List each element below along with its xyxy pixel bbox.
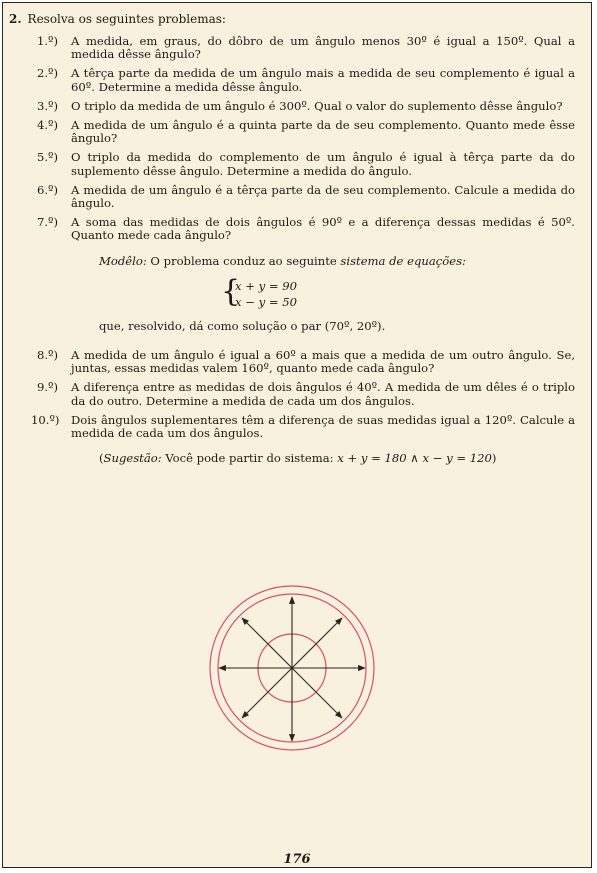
exercise-number: 2. bbox=[9, 12, 22, 26]
problem-item bbox=[37, 34, 575, 62]
suggestion-label: Sugestão: bbox=[103, 451, 162, 466]
problem-number: 3.º) bbox=[37, 98, 59, 113]
exercise-instruction: Resolva os seguintes problemas: bbox=[27, 12, 226, 26]
problem-text: Dois ângulos suplementares têm a diferença de suas medidas igual a 120º. Calcule a medida de cada um dos ângulos. bbox=[71, 412, 575, 441]
model-label: Modêlo: bbox=[99, 253, 147, 268]
problem-number: 4.º) bbox=[37, 118, 59, 133]
angle-figure bbox=[207, 583, 377, 753]
problem-number: 5.º) bbox=[37, 150, 59, 165]
problem-item bbox=[37, 118, 575, 146]
equation-system bbox=[221, 273, 575, 310]
problem-number: 6.º) bbox=[37, 182, 59, 197]
ray-up-right bbox=[292, 618, 342, 668]
problem-item bbox=[37, 66, 575, 94]
ray-up-left bbox=[242, 618, 292, 668]
page-number: 176 bbox=[283, 852, 311, 867]
problem-number: 9.º) bbox=[37, 380, 59, 395]
equation-line: x − y = 50 bbox=[235, 294, 298, 309]
problem-number: 7.º) bbox=[37, 215, 59, 230]
book-page bbox=[2, 2, 592, 868]
problem-text: A medida de um ângulo é a quinta parte da de seu complemento. Quanto mede êsse ângulo? bbox=[71, 118, 575, 146]
problem-list bbox=[31, 34, 575, 466]
problem-item bbox=[37, 380, 575, 408]
problem-number: 2.º) bbox=[37, 66, 59, 81]
problem-text: A medida, em graus, do dôbro de um ângulo menos 30º é igual a 150º. Qual a medida dêsse ângulo? bbox=[71, 34, 575, 62]
suggestion-open-paren: ( bbox=[99, 451, 104, 466]
problem-number: 8.º) bbox=[37, 348, 59, 363]
model-text-italic: sistema de equações: bbox=[340, 253, 466, 268]
exercise-heading bbox=[9, 12, 226, 26]
suggestion-text: Você pode partir do sistema: bbox=[165, 451, 334, 466]
model-example bbox=[99, 255, 575, 268]
model-result: que, resolvido, dá como solução o par (70º, 20º). bbox=[99, 318, 386, 333]
model-text: O problema conduz ao seguinte bbox=[150, 253, 337, 268]
problem-text: O triplo da medida de um ângulo é 300º. Qual o valor do suplemento dêsse ângulo? bbox=[71, 98, 563, 113]
problem-item bbox=[31, 412, 575, 441]
ray-down-left bbox=[242, 668, 292, 718]
problem-item bbox=[37, 182, 575, 211]
problem-item bbox=[37, 215, 575, 243]
problem-text: A medida de um ângulo é igual a 60º a mais que a medida de um outro ângulo. Se, juntas, essas medidas valem 160º, quanto mede cada ângulo? bbox=[71, 348, 575, 376]
problem-item bbox=[37, 98, 575, 113]
ray-down-right bbox=[292, 668, 342, 718]
problem-item bbox=[37, 348, 575, 376]
suggestion-close-paren: ) bbox=[491, 451, 497, 466]
problem-text: O triplo da medida do complemento de um ângulo é igual à têrça parte da do suplemento dêsse ângulo. Determine a medida do ângulo. bbox=[71, 150, 575, 178]
suggestion-note bbox=[99, 452, 575, 465]
equation-line: x + y = 90 bbox=[235, 278, 298, 293]
problem-text: A diferença entre as medidas de dois ângulos é 40º. A medida de um dêles é o triplo da do outro. Determine a medida de cada um dos ângulos. bbox=[71, 380, 575, 408]
problem-text: A soma das medidas de dois ângulos é 90º e a diferença dessas medidas é 50º. Quanto mede cada ângulo? bbox=[71, 215, 575, 243]
problem-text: A medida de um ângulo é a têrça parte da de seu complemento. Calcule a medida do ângulo. bbox=[71, 182, 575, 211]
system-brace: { bbox=[221, 273, 241, 309]
problem-number: 10.º) bbox=[31, 412, 60, 427]
problem-text: A têrça parte da medida de um ângulo mais a medida de seu complemento é igual a 60º. Determine a medida dêsse ângulo. bbox=[71, 66, 575, 94]
suggestion-math: x + y = 180 ∧ x − y = 120 bbox=[337, 451, 492, 466]
problem-number: 1.º) bbox=[37, 34, 59, 48]
problem-item bbox=[37, 150, 575, 178]
